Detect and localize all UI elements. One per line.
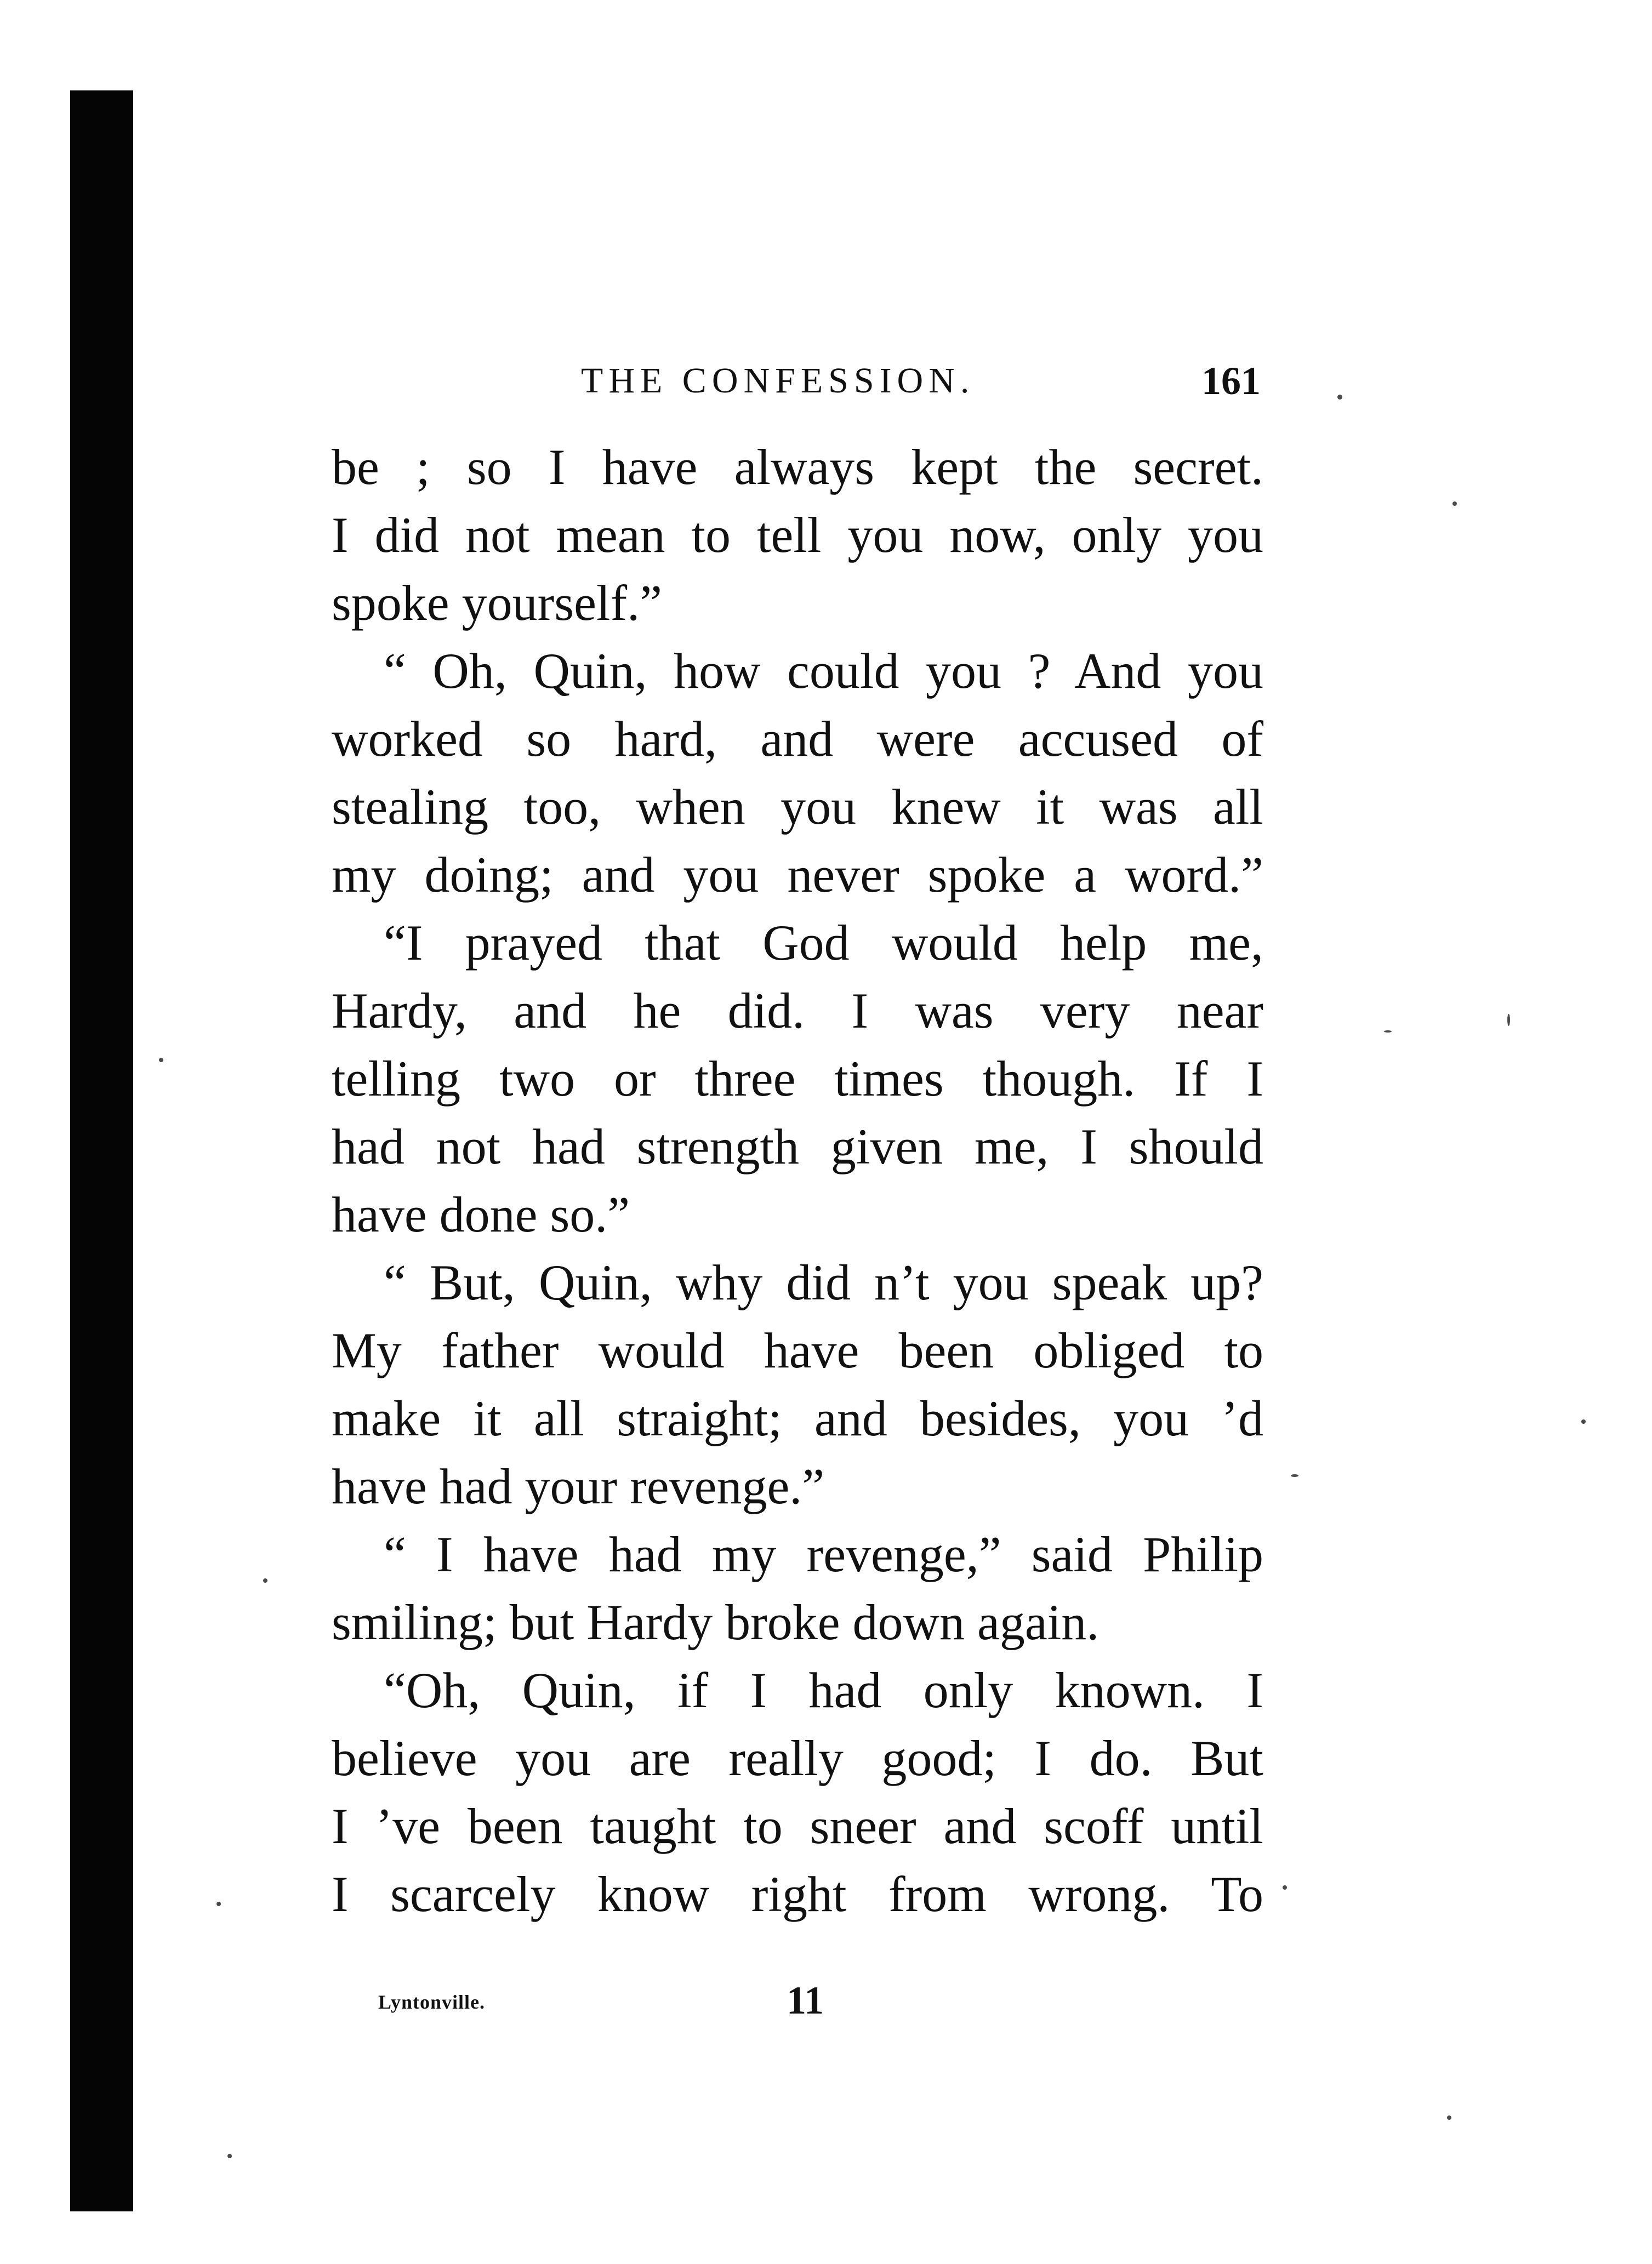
text-line: my doing; and you never spoke a word.”: [332, 847, 1263, 903]
page-number: 161: [1201, 359, 1261, 403]
text-line: “I prayed that God would help me,: [384, 915, 1263, 971]
text-line: worked so hard, and were accused of: [332, 711, 1263, 767]
text-line: stealing too, when you knew it was all: [332, 779, 1263, 835]
body-text: [332, 433, 1263, 1928]
scan-speck: [159, 1058, 163, 1062]
text-line: I ’ve been taught to sneer and scoff until: [332, 1798, 1263, 1854]
scan-speck: [1337, 395, 1342, 400]
text-line: “ But, Quin, why did n’t you speak up?: [384, 1254, 1263, 1310]
scan-speck: [1291, 1474, 1298, 1477]
text-line: spoke yourself.”: [332, 575, 662, 631]
text-line: had not had strength given me, I should: [332, 1119, 1263, 1174]
text-line: believe you are really good; I do. But: [332, 1730, 1263, 1786]
text-line: smiling; but Hardy broke down again.: [332, 1594, 1100, 1650]
scan-speck: [227, 2154, 232, 2158]
text-line: telling two or three times though. If I: [332, 1051, 1263, 1107]
signature-number: 11: [787, 1978, 824, 2022]
scan-speck: [1384, 1030, 1392, 1033]
scan-speck: [1452, 501, 1457, 506]
text-line: have had your revenge.”: [332, 1458, 825, 1514]
text-line: “Oh, Quin, if I had only known. I: [384, 1662, 1263, 1718]
scan-speck: [1447, 2115, 1451, 2120]
signature-mark: Lyntonville.: [378, 1991, 486, 2013]
text-line: make it all straight; and besides, you ’d: [332, 1390, 1263, 1446]
scan-speck: [1507, 1014, 1510, 1026]
text-line: I scarcely know right from wrong. To: [332, 1866, 1263, 1922]
text-line: My father would have been obliged to: [332, 1322, 1263, 1378]
scan-speck: [263, 1578, 267, 1583]
binding-edge-shadow: [70, 90, 133, 2211]
text-line: I did not mean to tell you now, only you: [332, 507, 1263, 563]
text-line: have done so.”: [332, 1187, 630, 1242]
scan-speck: [217, 1902, 221, 1906]
scan-speck: [1581, 1419, 1586, 1424]
text-line: Hardy, and he did. I was very near: [332, 983, 1263, 1039]
page-footer: [378, 1978, 926, 2028]
scan-speck: [1283, 1885, 1287, 1890]
text-line: “ Oh, Quin, how could you ? And you: [384, 643, 1263, 699]
text-line: be ; so I have always kept the secret.: [332, 439, 1263, 495]
text-line: “ I have had my revenge,” said Philip: [384, 1526, 1263, 1582]
running-head: [329, 356, 1261, 406]
running-head-title: THE CONFESSION.: [581, 361, 975, 401]
